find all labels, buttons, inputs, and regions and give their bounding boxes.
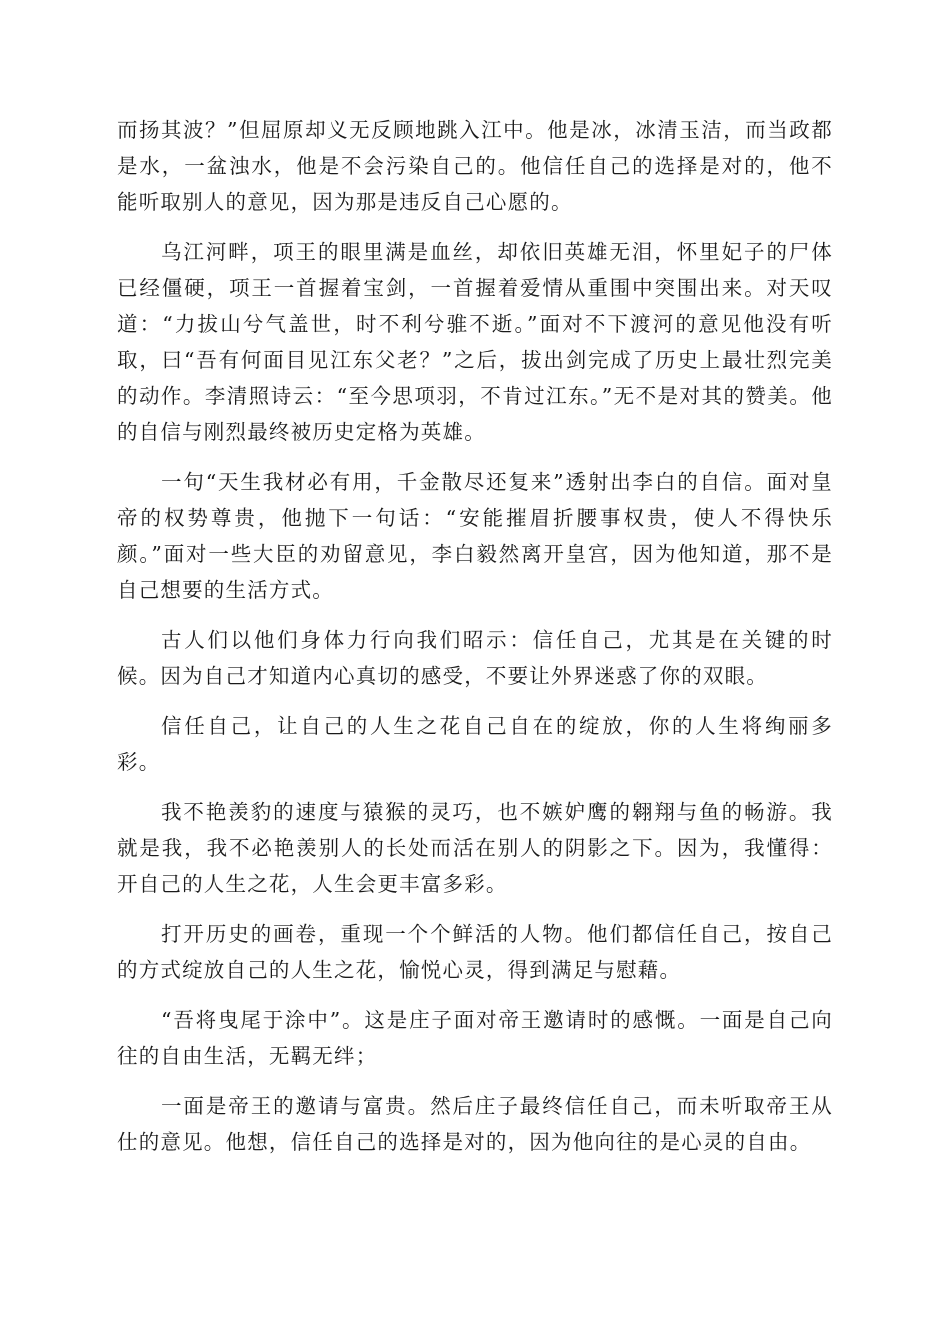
- paragraph-1: 而扬其波？”但屈原却义无反顾地跳入江中。他是冰，冰清玉洁，而当政都是水，一盆浊水，他是不会污染自己的。他信任自己的选择是对的，他不能听取别人的意见，因为那是违反自己心愿的。: [117, 118, 833, 214]
- paragraph-5: 信任自己，让自己的人生之花自己自在的绽放，你的人生将绚丽多彩。: [117, 714, 833, 774]
- paragraph-2: 乌江河畔，项王的眼里满是血丝，却依旧英雄无泪，怀里妃子的尸体已经僵硬，项王一首握着宝剑，一首握着爱情从重围中突围出来。对天叹道：“力拔山兮气盖世，时不利兮骓不逝。”面对不下渡河的意见他没有听取，曰“吾有何面目见江东父老？”之后，拔出剑完成了历史上最壮烈完美的动作。李清照诗云：“至今思项羽，不肯过江东。”无不是对其的赞美。他的自信与刚烈最终被历史定格为英雄。: [117, 240, 833, 444]
- paragraph-7: 打开历史的画卷，重现一个个鲜活的人物。他们都信任自己，按自己的方式绽放自己的人生之花，愉悦心灵，得到满足与慰藉。: [117, 922, 833, 982]
- paragraph-9: 一面是帝王的邀请与富贵。然后庄子最终信任自己，而未听取帝王从仕的意见。他想，信任自己的选择是对的，因为他向往的是心灵的自由。: [117, 1094, 833, 1154]
- document-page: [117, 112, 833, 1174]
- paragraph-3: 一句“天生我材必有用，千金散尽还复来”透射出李白的自信。面对皇帝的权势尊贵，他抛下一句话：“安能摧眉折腰事权贵，使人不得快乐颜。”面对一些大臣的劝留意见，李白毅然离开皇宫，因为他知道，那不是自己想要的生活方式。: [117, 470, 833, 602]
- paragraph-4: 古人们以他们身体力行向我们昭示：信任自己，尤其是在关键的时候。因为自己才知道内心真切的感受，不要让外界迷惑了你的双眼。: [117, 628, 833, 688]
- paragraph-6: 我不艳羡豹的速度与猿猴的灵巧，也不嫉妒鹰的翱翔与鱼的畅游。我就是我，我不必艳羡别人的长处而活在别人的阴影之下。因为，我懂得：开自己的人生之花，人生会更丰富多彩。: [117, 800, 833, 896]
- paragraph-8: “吾将曳尾于涂中”。这是庄子面对帝王邀请时的感慨。一面是自己向往的自由生活，无羁无绊；: [117, 1008, 833, 1068]
